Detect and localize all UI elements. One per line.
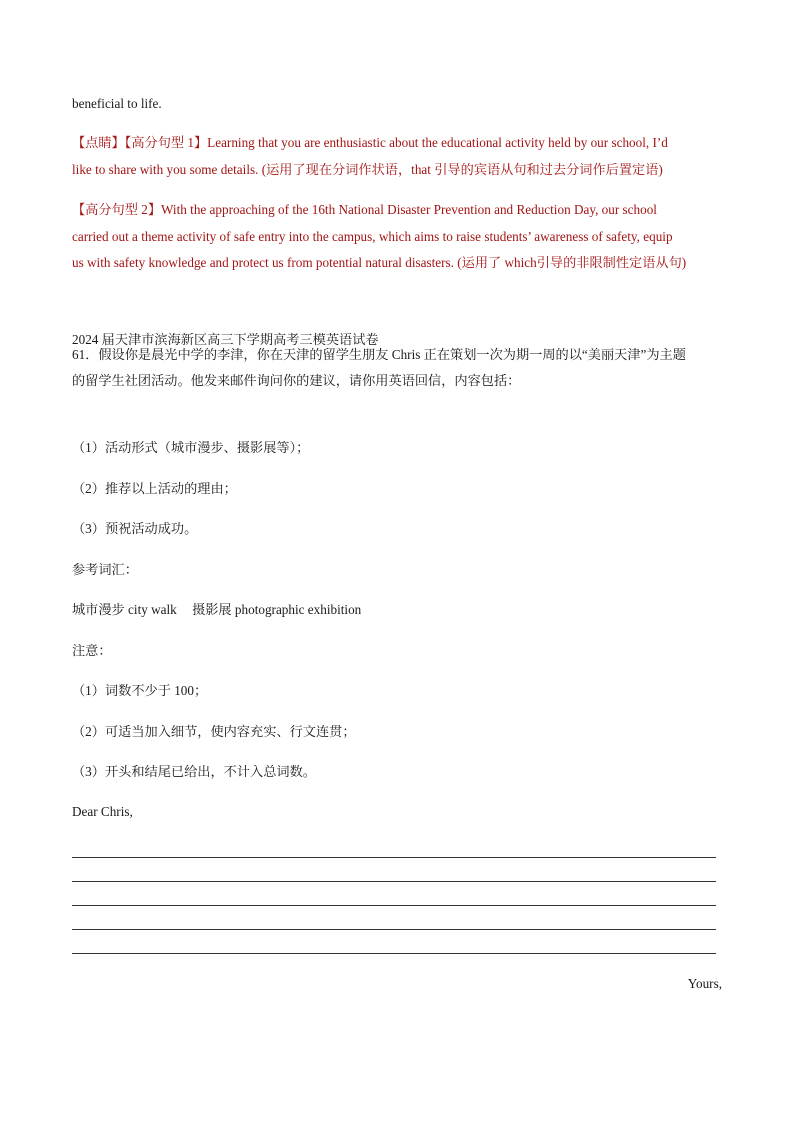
note-1: （1）词数不少于 100；: [72, 683, 208, 698]
note-3: （3）开头和结尾已给出，不计入总词数。: [72, 764, 316, 779]
writing-line-3[interactable]: [72, 905, 716, 906]
tip2-line-3: us with safety knowledge and protect us from potential natural disasters. (运用了 which引导的非限制性定语从句): [72, 255, 687, 270]
tip1-text-1: Learning that you are enthusiastic about the educational activity held by our school, I’d: [207, 135, 668, 150]
writing-line-1[interactable]: [72, 857, 716, 858]
point-3: （3）预祝活动成功。: [72, 521, 198, 536]
vocab-title: 参考词汇：: [72, 562, 138, 577]
note-2: （2）可适当加入细节，使内容充实、行文连贯；: [72, 724, 356, 739]
question-prompt-2: 的留学生社团活动。他发来邮件询问你的建议，请你用英语回信，内容包括：: [72, 373, 521, 388]
tip1-line-2: like to share with you some details. (运用了现在分词作状语，that 引导的宾语从句和过去分词作后置定语): [72, 162, 663, 177]
salutation: Dear Chris,: [72, 804, 133, 819]
question-prompt-1: 61．假设你是晨光中学的李津，你在天津的留学生朋友 Chris 正在策划一次为期一周的以“美丽天津”为主题: [72, 347, 686, 362]
tip2-tag: 【高分句型 2】: [72, 202, 162, 217]
writing-line-5[interactable]: [72, 953, 716, 954]
vocab-zh-2: 摄影展: [192, 602, 232, 617]
point-2: （2）推荐以上活动的理由；: [72, 481, 237, 496]
vocab-en-2: photographic exhibition: [234, 602, 362, 617]
tip2-line-2: carried out a theme activity of safe entry into the campus, which aims to raise students’ awareness of safety, equip: [72, 229, 673, 244]
vocab-line: [72, 601, 722, 619]
prev-answer-line: beneficial to life.: [72, 96, 162, 111]
tip2-line-1: [72, 201, 722, 219]
closing: Yours,: [687, 976, 722, 991]
tip2-text-1: With the approaching of the 16th National Disaster Prevention and Reduction Day, our school: [161, 202, 657, 217]
point-1: （1）活动形式（城市漫步、摄影展等）；: [72, 440, 310, 455]
writing-line-4[interactable]: [72, 929, 716, 930]
vocab-en-1: city walk: [128, 602, 177, 617]
tip1-line-1: [72, 134, 722, 152]
tip1-tag: 【点睛】【高分句型 1】: [72, 135, 208, 150]
notes-title: 注意：: [72, 643, 112, 658]
vocab-zh-1: 城市漫步: [72, 602, 125, 617]
writing-line-2[interactable]: [72, 881, 716, 882]
question-source: 2024 届天津市滨海新区高三下学期高考三模英语试卷: [72, 332, 379, 347]
